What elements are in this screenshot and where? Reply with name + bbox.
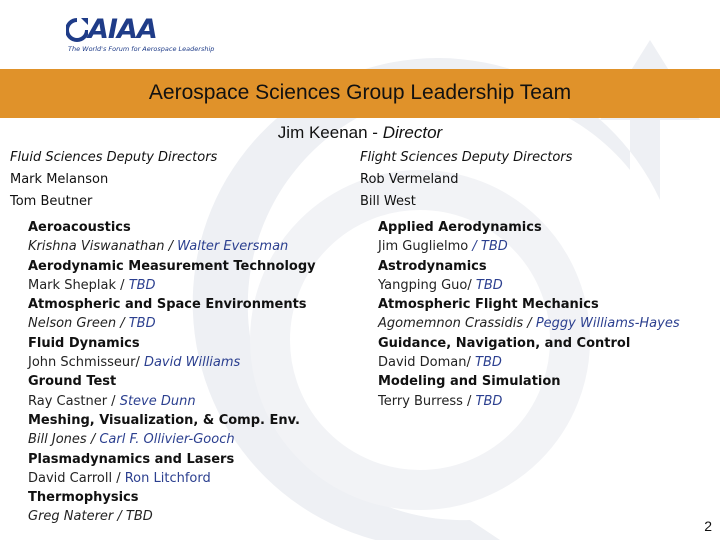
fluid-deputies-block	[10, 147, 217, 213]
flight-deputies-heading: Flight Sciences Deputy Directors	[360, 150, 573, 165]
group-deputy: Walter Eversman	[177, 239, 289, 255]
logo-swoosh-icon	[66, 18, 88, 46]
group-lead: Yangping Guo/	[378, 277, 476, 293]
flight-groups-list	[378, 218, 680, 411]
group-deputy: TBD	[125, 509, 153, 525]
fluid-deputies-heading: Fluid Sciences Deputy Directors	[10, 150, 218, 165]
page-title: Aerospace Sciences Group Leadership Team	[148, 81, 572, 104]
group-lead: Nelson Green /	[28, 316, 129, 332]
group-lead: David Carroll /	[28, 470, 125, 486]
flight-deputy-name: Bill West	[360, 194, 416, 209]
group-deputy: TBD	[128, 277, 156, 293]
group-leads	[378, 392, 680, 411]
page-number: 2	[704, 518, 712, 534]
group-leads	[28, 469, 316, 488]
group-leads	[28, 276, 316, 295]
fluid-deputy-name: Tom Beutner	[10, 194, 93, 209]
director-role: Director	[382, 123, 443, 142]
group-deputy: Carl F. Ollivier-Gooch	[99, 432, 235, 448]
group-leads	[28, 237, 316, 256]
group-name: Modeling and Simulation	[378, 374, 561, 390]
group-leads	[378, 237, 680, 256]
logo-tagline: The World's Forum for Aerospace Leadership	[68, 45, 215, 53]
group-lead: John Schmisseur/	[28, 355, 144, 371]
group-deputy: Ron Litchford	[124, 470, 211, 486]
director-name: Jim Keenan -	[277, 123, 383, 142]
logo-wordmark: AIAA	[88, 14, 157, 45]
group-lead: Agomemnon Crassidis /	[378, 316, 536, 332]
group-name: Atmospheric Flight Mechanics	[378, 297, 599, 313]
fluid-deputy-name: Mark Melanson	[10, 172, 109, 187]
flight-deputies-block	[360, 147, 572, 213]
group-lead: Bill Jones /	[28, 432, 100, 448]
group-name: Astrodynamics	[378, 258, 487, 274]
group-deputy: Peggy Williams-Hayes	[535, 316, 680, 332]
group-name: Aeroacoustics	[28, 220, 131, 235]
group-name: Fluid Dynamics	[28, 335, 140, 351]
group-name: Atmospheric and Space Environments	[28, 297, 307, 313]
title-banner	[0, 69, 720, 118]
group-lead: Ray Castner /	[28, 393, 120, 409]
group-name: Aerodynamic Measurement Technology	[28, 258, 316, 274]
group-lead: Greg Naterer /	[28, 509, 126, 525]
group-deputy: TBD	[475, 277, 503, 293]
group-leads	[378, 276, 680, 295]
group-leads	[378, 353, 680, 372]
group-lead: Krishna Viswanathan /	[28, 239, 178, 255]
group-leads	[378, 314, 680, 333]
group-name: Meshing, Visualization, & Comp. Env.	[28, 412, 300, 428]
flight-deputy-name: Rob Vermeland	[360, 172, 459, 187]
director-line	[0, 123, 720, 143]
group-name: Thermophysics	[28, 490, 139, 506]
group-lead: David Doman/	[378, 355, 476, 371]
group-name: Applied Aerodynamics	[378, 220, 542, 235]
group-deputy: / TBD	[472, 239, 508, 255]
group-leads	[28, 507, 316, 526]
group-deputy: David Williams	[143, 355, 241, 371]
group-name: Guidance, Navigation, and Control	[378, 335, 631, 351]
group-deputy: TBD	[128, 316, 156, 332]
group-deputy: Steve Dunn	[119, 393, 196, 409]
aiaa-logo	[66, 14, 215, 58]
group-lead: Mark Sheplak /	[28, 277, 129, 293]
group-leads	[28, 314, 316, 333]
group-leads	[28, 392, 316, 411]
group-lead: Jim Guglielmo	[378, 239, 473, 255]
group-name: Plasmadynamics and Lasers	[28, 451, 235, 467]
group-leads	[28, 353, 316, 372]
group-name: Ground Test	[28, 374, 117, 390]
fluid-groups-list	[28, 218, 316, 527]
group-deputy: TBD	[475, 355, 502, 371]
group-deputy: TBD	[475, 393, 503, 409]
group-lead: Terry Burress /	[378, 393, 476, 409]
group-leads	[28, 430, 316, 449]
